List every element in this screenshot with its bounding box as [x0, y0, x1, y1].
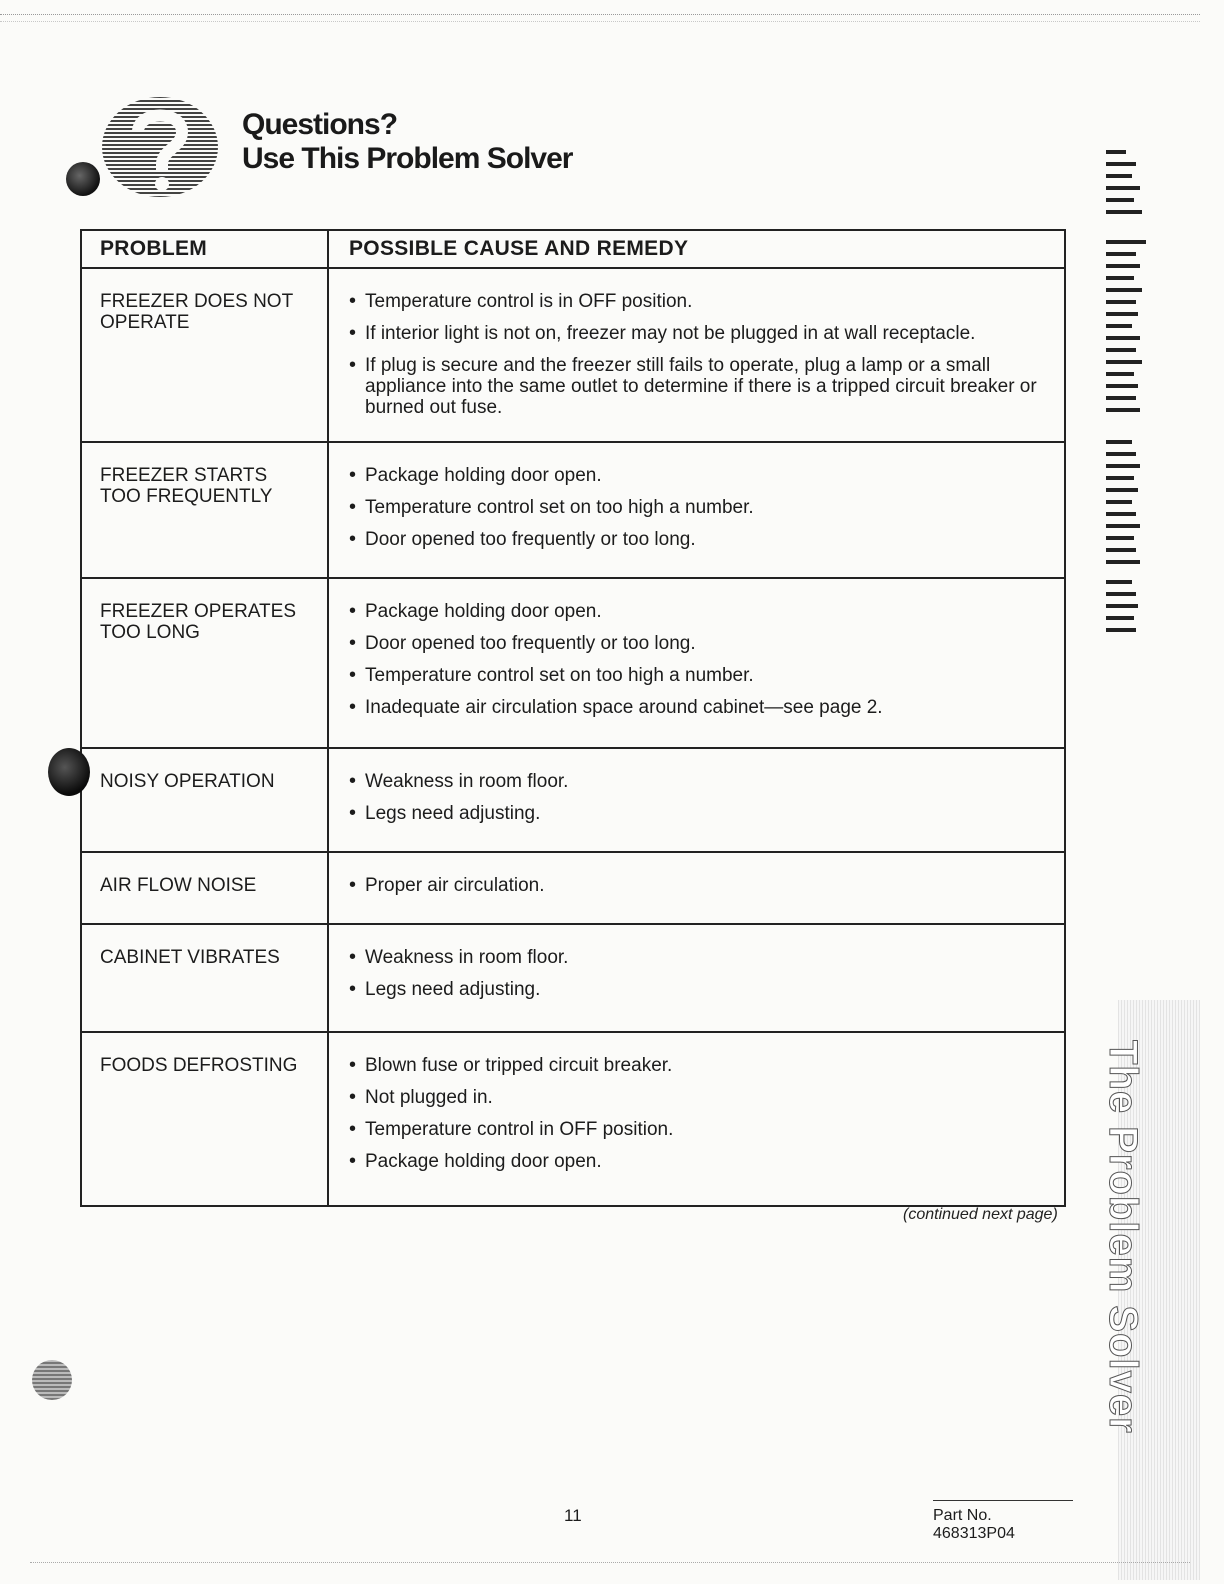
remedy-item: • Blown fuse or tripped circuit breaker. [349, 1055, 1064, 1076]
table-header-row [80, 229, 1066, 269]
continued-note: (continued next page) [903, 1206, 1058, 1223]
remedy-list [349, 875, 1064, 896]
remedy-item: • Legs need adjusting. [349, 803, 1064, 824]
remedy-item: • If interior light is not on, freezer may not be plugged in at wall receptacle. [349, 323, 1064, 344]
table-row [80, 579, 1066, 749]
page-title [242, 108, 572, 176]
table-row [80, 853, 1066, 925]
remedy-item: • Temperature control in OFF position. [349, 1119, 1064, 1140]
remedy-list [349, 947, 1064, 1000]
table-row [80, 1033, 1066, 1207]
part-number: Part No. 468313P04 [933, 1500, 1073, 1543]
problem-text: FREEZER DOES NOT OPERATE [100, 291, 293, 333]
column-header-remedy: POSSIBLE CAUSE AND REMEDY [349, 237, 689, 260]
page-number: 11 [564, 1506, 582, 1525]
remedy-item: • Proper air circulation. [349, 875, 1064, 896]
remedy-list [349, 601, 1064, 718]
remedy-item: • Inadequate air circulation space around cabinet—see page 2. [349, 697, 1064, 718]
problem-text: FOODS DEFROSTING [100, 1055, 298, 1076]
remedy-item: • Temperature control is in OFF position. [349, 291, 1064, 312]
remedy-item: • Not plugged in. [349, 1087, 1064, 1108]
remedy-item: • Temperature control set on too high a number. [349, 497, 1064, 518]
margin-bullet [48, 748, 90, 796]
problem-text: FREEZER OPERATES TOO LONG [100, 601, 297, 643]
remedy-item: • Package holding door open. [349, 465, 1064, 486]
corner-bullet [32, 1360, 72, 1400]
remedy-list [349, 771, 1064, 824]
remedy-list [349, 291, 1064, 418]
title-line-2: Use This Problem Solver [242, 142, 573, 175]
problem-text: AIR FLOW NOISE [100, 875, 257, 896]
title-line-1: Questions? [242, 108, 398, 141]
remedy-item: • If plug is secure and the freezer still fails to operate, plug a lamp or a small appliance into the same outlet to determine if there is a tripped circuit breaker or burned out fuse. [349, 355, 1064, 418]
remedy-item: • Weakness in room floor. [349, 947, 1064, 968]
remedy-list [349, 465, 1064, 550]
scan-artifact-top [0, 14, 1200, 22]
column-header-problem: PROBLEM [82, 231, 329, 267]
problem-text: NOISY OPERATION [100, 771, 275, 792]
remedy-list [349, 1055, 1064, 1172]
remedy-item: • Weakness in room floor. [349, 771, 1064, 792]
thumb-index-marks [1106, 150, 1156, 640]
question-mark-icon [100, 92, 220, 202]
remedy-item: • Package holding door open. [349, 1151, 1064, 1172]
table-row [80, 443, 1066, 579]
problem-solver-table [80, 229, 1066, 1207]
table-row [80, 749, 1066, 853]
remedy-item: • Door opened too frequently or too long. [349, 529, 1064, 550]
scan-artifact-bottom [30, 1562, 1190, 1567]
section-bullet [66, 162, 100, 196]
remedy-item: • Door opened too frequently or too long. [349, 633, 1064, 654]
problem-text: FREEZER STARTS TOO FREQUENTLY [100, 465, 273, 507]
table-row [80, 269, 1066, 443]
remedy-item: • Temperature control set on too high a number. [349, 665, 1064, 686]
problem-text: CABINET VIBRATES [100, 947, 280, 968]
remedy-item: • Legs need adjusting. [349, 979, 1064, 1000]
table-row [80, 925, 1066, 1033]
remedy-item: • Package holding door open. [349, 601, 1064, 622]
